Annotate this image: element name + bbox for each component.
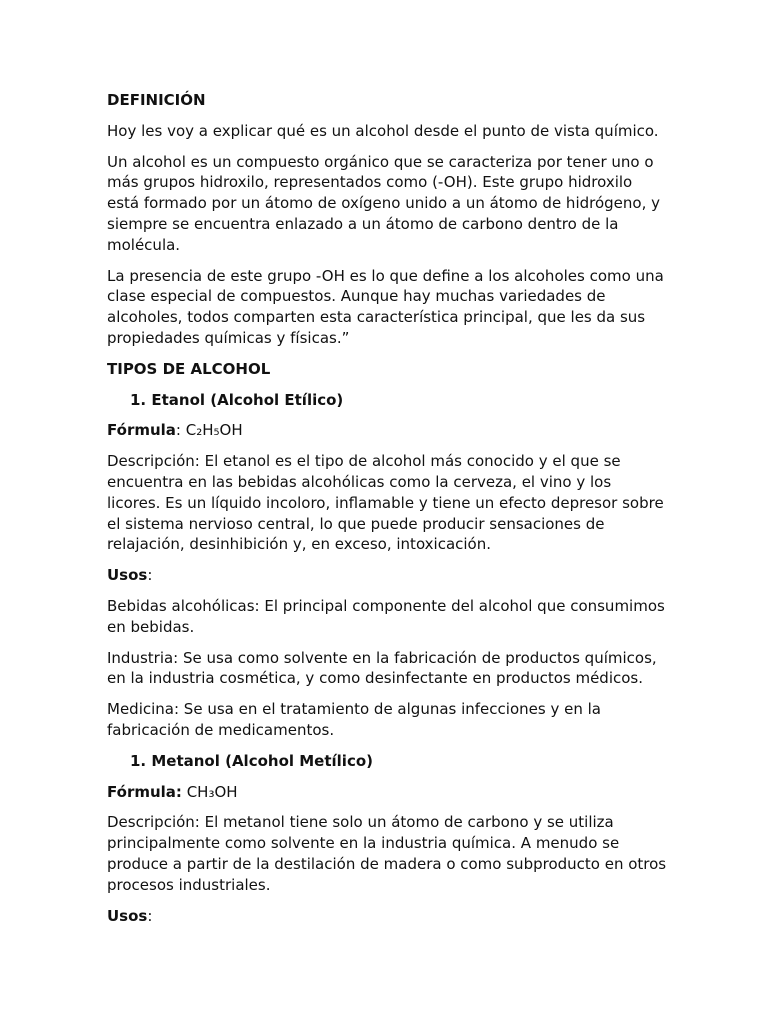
metanol-description: Descripción: El metanol tiene solo un átomo de carbono y se utiliza principalmente como solvente en la industria química. A menudo se produce a partir de la destilación de madera o como subproducto en otros procesos industriales.: [107, 813, 667, 894]
metanol-usos-label: Usos: [107, 906, 148, 925]
intro-paragraph: Hoy les voy a explicar qué es un alcohol desde el punto de vista químico.: [107, 121, 659, 140]
etanol-title: 1. Etanol (Alcohol Etílico): [130, 390, 344, 409]
metanol-usos-heading: [107, 906, 668, 927]
etanol-usos-heading: [107, 565, 668, 586]
etanol-uso-item: Medicina: Se usa en el tratamiento de algunas infecciones y en la fabricación de medicamentos.: [107, 700, 601, 739]
etanol-formula-value: : C₂H₅OH: [175, 421, 243, 440]
metanol-formula-label: Fórmula:: [107, 782, 182, 801]
metanol-formula-value: CH₃OH: [181, 782, 238, 801]
metanol-usos-suffix: :: [147, 906, 153, 925]
definition-paragraph-1: Un alcohol es un compuesto orgánico que se caracteriza por tener uno o más grupos hidroxilo, representados como (-OH). Este grupo hidroxilo está formado por un átomo de oxígeno unido a un átomo de hidrógeno, y siempre se encuentra enlazado a un átomo de carbono dentro de la molécula.: [107, 152, 660, 254]
metanol-formula: [107, 782, 668, 803]
definition-paragraph-2: La presencia de este grupo -OH es lo que define a los alcoholes como una clase especial de compuestos. Aunque hay muchas variedades de alcoholes, todos comparten esta característica principal, que les da sus propiedades químicas y físicas.”: [107, 266, 664, 347]
etanol-formula: [107, 420, 668, 441]
etanol-description: Descripción: El etanol es el tipo de alcohol más conocido y el que se encuentra en las bebidas alcohólicas como la cerveza, el vino y los licores. Es un líquido incoloro, inflamable y tiene un efecto depresor sobre el sistema nervioso central, lo que puede producir sensaciones de relajación, desinhibición y, en exceso, intoxicación.: [107, 452, 664, 554]
etanol-formula-label: Fórmula: [107, 421, 176, 440]
definicion-heading: DEFINICIÓN: [107, 91, 206, 109]
etanol-uso-item: Industria: Se usa como solvente en la fabricación de productos químicos, en la industria cosmética, y como desinfectante en productos médicos.: [107, 648, 657, 688]
etanol-usos-label: Usos: [107, 566, 148, 585]
tipos-heading: TIPOS DE ALCOHOL: [107, 359, 271, 378]
etanol-usos-suffix: :: [147, 566, 153, 585]
etanol-uso-item: Bebidas alcohólicas: El principal componente del alcohol que consumimos en bebidas.: [107, 596, 665, 636]
metanol-title: 1. Metanol (Alcohol Metílico): [130, 751, 373, 770]
